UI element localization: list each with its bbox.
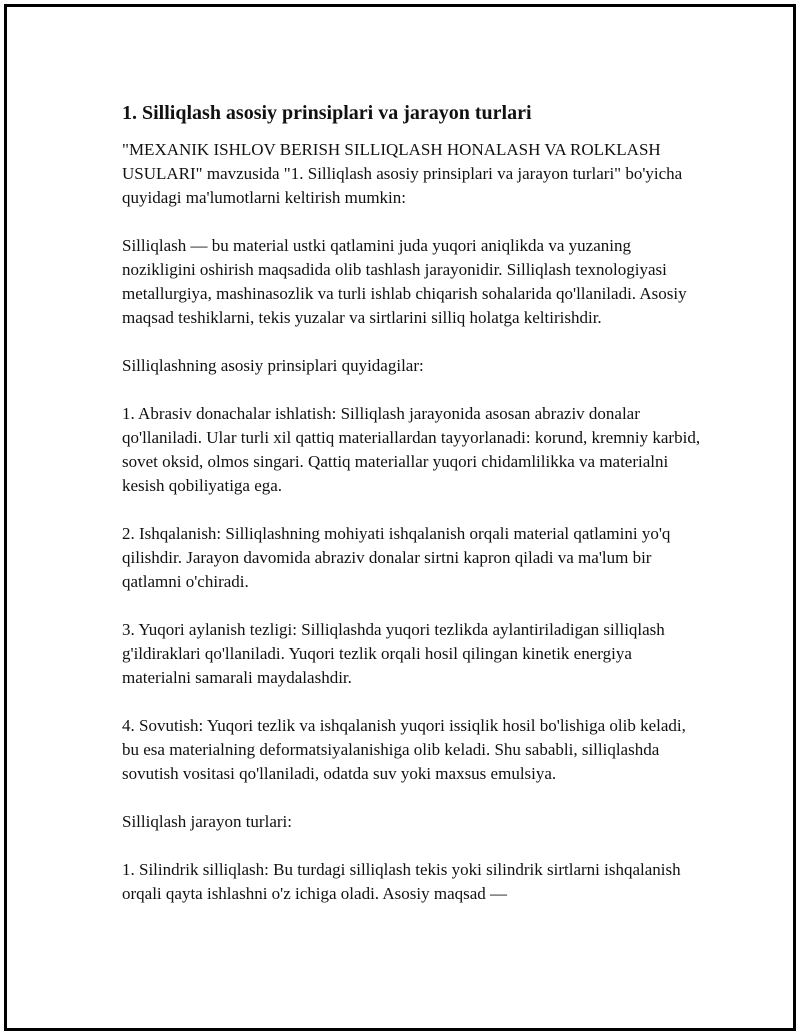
paragraph-principle-4: 4. Sovutish: Yuqori tezlik va ishqalanish yuqori issiqlik hosil bo'lishiga olib keladi, bu esa materialning deformatsiyalanishiga olib keladi. Shu sababli, silliqlashda sovutish vositasi qo'llaniladi, odatda suv yoki maxsus emulsiya. — [122, 716, 686, 783]
paragraph-intro: "MEXANIK ISHLOV BERISH SILLIQLASH HONALASH VA ROLKLASH USULARI" mavzusida "1. Silliqlash asosiy prinsiplari va jarayon turlari" bo'yicha quyidagi ma'lumotlarni keltirish mumkin: — [122, 140, 683, 207]
paragraph-principle-2: 2. Ishqalanish: Silliqlashning mohiyati ishqalanish orqali material qatlamini yo'q qilishdir. Jarayon davomida abraziv donalar sirtni kapron qiladi va ma'lum bir qatlamni o'chiradi. — [122, 524, 671, 591]
paragraph-definition: Silliqlash — bu material ustki qatlamini juda yuqori aniqlikda va yuzaning nozikligini oshirish maqsadida olib tashlash jarayonidir. Silliqlash texnologiyasi metallurgiya, mashinasozlik va turli ishlab chiqarish sohalarida qo'llaniladi. Asosiy maqsad teshiklarni, tekis yuzalar va sirtlarini silliq holatga keltirishdir. — [122, 236, 687, 327]
document-body — [122, 100, 702, 930]
paragraph-principles-heading: Silliqlashning asosiy prinsiplari quyidagilar: — [122, 356, 424, 375]
paragraph-principle-3: 3. Yuqori aylanish tezligi: Silliqlashda yuqori tezlikda aylantiriladigan silliqlash g'ildiraklari qo'llaniladi. Yuqori tezlik orqali hosil qilingan kinetik energiya materialni samarali maydalashdir. — [122, 620, 665, 687]
paragraph-types-heading: Silliqlash jarayon turlari: — [122, 812, 292, 831]
document-title: 1. Silliqlash asosiy prinsiplari va jarayon turlari — [122, 102, 532, 124]
document-page — [4, 4, 796, 1031]
paragraph-type-1: 1. Silindrik silliqlash: Bu turdagi silliqlash tekis yoki silindrik sirtlarni ishqalanish orqali qayta ishlashni o'z ichiga oladi. Asosiy maqsad — — [122, 860, 681, 903]
paragraph-principle-1: 1. Abrasiv donachalar ishlatish: Silliqlash jarayonida asosan abraziv donalar qo'llaniladi. Ular turli xil qattiq materiallardan tayyorlanadi: korund, kremniy karbid, sovet oksid, olmos singari. Qattiq materiallar yuqori chidamlilikka va materialni kesish qobiliyatiga ega. — [122, 404, 701, 495]
